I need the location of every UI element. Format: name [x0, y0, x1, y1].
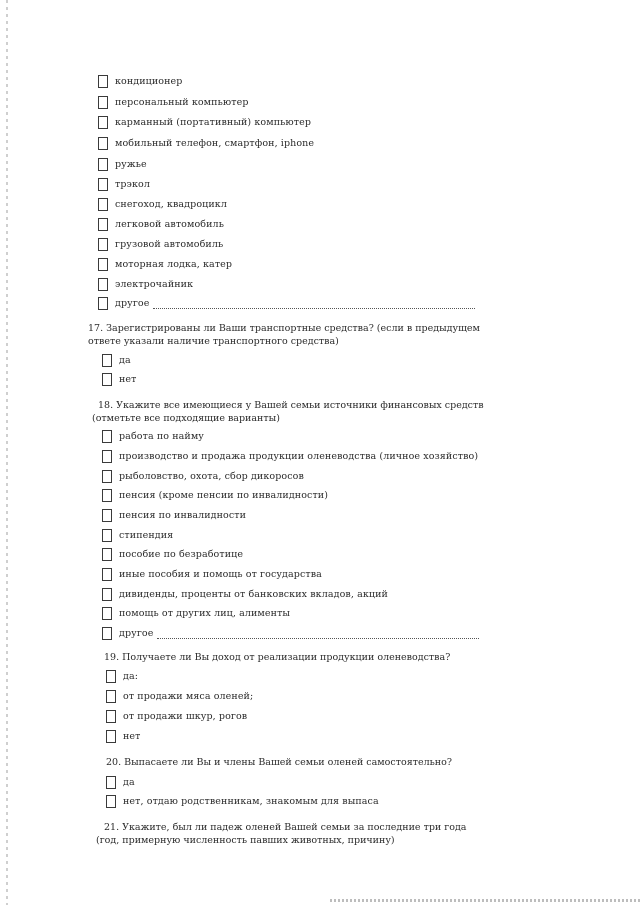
option-label: производство и продажа продукции оленеводства (личное хозяйство)	[119, 450, 479, 462]
option-label: моторная лодка, катер	[115, 258, 233, 270]
checkbox[interactable]	[98, 238, 108, 251]
option-row[interactable]	[106, 727, 141, 745]
checkbox[interactable]	[102, 489, 112, 502]
option-label: от продажи шкур, рогов	[123, 710, 248, 722]
question-17-text-cont: ответе указали наличие транспортного средства)	[88, 336, 339, 347]
option-row[interactable]	[102, 486, 328, 504]
write-in-line[interactable]	[157, 628, 479, 639]
checkbox[interactable]	[98, 178, 108, 191]
option-label: трэкол	[115, 178, 150, 190]
checkbox[interactable]	[102, 470, 112, 483]
option-row[interactable]	[102, 351, 131, 369]
checkbox[interactable]	[106, 690, 116, 703]
question-20-text: 20. Выпасаете ли Вы и члены Вашей семьи оленей самостоятельно?	[106, 757, 452, 768]
checkbox[interactable]	[102, 548, 112, 561]
option-row[interactable]	[102, 447, 478, 465]
checkbox[interactable]	[102, 627, 112, 640]
checkbox[interactable]	[106, 730, 116, 743]
checkbox[interactable]	[98, 278, 108, 291]
checkbox[interactable]	[102, 568, 112, 581]
option-label: электрочайник	[115, 278, 194, 290]
option-row[interactable]	[102, 506, 246, 524]
question-21-text: 21. Укажите, был ли падеж оленей Вашей семьи за последние три года	[104, 822, 467, 833]
checkbox[interactable]	[98, 297, 108, 310]
option-label: пособие по безработице	[119, 548, 244, 560]
question-21-text-cont: (год, примерную численность павших животных, причину)	[96, 835, 395, 846]
option-row[interactable]	[102, 370, 137, 388]
option-label: мобильный телефон, смартфон, iphone	[115, 137, 315, 149]
checkbox[interactable]	[98, 158, 108, 171]
option-row[interactable]	[98, 175, 150, 193]
checkbox[interactable]	[102, 607, 112, 620]
option-row[interactable]	[102, 526, 173, 544]
option-row[interactable]	[98, 255, 232, 273]
option-row[interactable]	[106, 687, 253, 705]
option-label: да	[119, 354, 131, 366]
checkbox[interactable]	[98, 116, 108, 129]
checkbox[interactable]	[98, 137, 108, 150]
option-label: ружье	[115, 158, 147, 170]
option-label: иные пособия и помощь от государства	[119, 568, 322, 580]
option-label: нет, отдаю родственникам, знакомым для выпаса	[123, 795, 379, 807]
checkbox[interactable]	[98, 258, 108, 271]
option-row[interactable]	[98, 72, 182, 90]
option-row[interactable]	[102, 585, 388, 603]
checkbox[interactable]	[102, 450, 112, 463]
option-row[interactable]	[98, 235, 223, 253]
option-row-other[interactable]	[102, 624, 479, 642]
option-label: грузовой автомобиль	[115, 238, 224, 250]
option-row[interactable]	[102, 467, 304, 485]
option-label: да	[123, 776, 135, 788]
option-row[interactable]	[106, 707, 247, 725]
question-17-text: 17. Зарегистрированы ли Ваши транспортные средства? (если в предыдущем	[88, 323, 480, 334]
option-row[interactable]	[98, 113, 311, 131]
checkbox[interactable]	[102, 354, 112, 367]
option-label: работа по найму	[119, 430, 205, 442]
option-label: от продажи мяса оленей;	[123, 690, 254, 702]
option-row[interactable]	[102, 545, 243, 563]
option-label: персональный компьютер	[115, 96, 249, 108]
option-label: нет	[119, 373, 137, 385]
option-row[interactable]	[98, 195, 227, 213]
option-row[interactable]	[98, 93, 249, 111]
scan-bottom-edge	[330, 899, 640, 902]
option-label: стипендия	[119, 529, 174, 541]
option-row[interactable]	[98, 215, 224, 233]
question-19-text: 19. Получаете ли Вы доход от реализации продукции оленеводства?	[104, 652, 451, 663]
option-row-other[interactable]	[98, 294, 475, 312]
checkbox[interactable]	[102, 373, 112, 386]
checkbox[interactable]	[102, 588, 112, 601]
checkbox[interactable]	[102, 529, 112, 542]
option-label: нет	[123, 730, 141, 742]
option-row[interactable]	[98, 134, 314, 152]
option-label: дивиденды, проценты от банковских вкладов, акций	[119, 588, 388, 600]
option-row[interactable]	[106, 792, 379, 810]
checkbox[interactable]	[98, 75, 108, 88]
option-label: карманный (портативный) компьютер	[115, 116, 312, 128]
option-label: рыболовство, охота, сбор дикоросов	[119, 470, 304, 482]
question-18-text: 18. Укажите все имеющиеся у Вашей семьи источники финансовых средств	[98, 400, 484, 411]
option-label: легковой автомобиль	[115, 218, 224, 230]
checkbox[interactable]	[106, 670, 116, 683]
option-label: помощь от других лиц, алименты	[119, 607, 291, 619]
checkbox[interactable]	[106, 776, 116, 789]
checkbox[interactable]	[98, 198, 108, 211]
option-label: другое	[119, 627, 154, 639]
checkbox[interactable]	[98, 96, 108, 109]
option-row[interactable]	[102, 565, 322, 583]
checkbox[interactable]	[98, 218, 108, 231]
option-label: кондиционер	[115, 75, 183, 87]
option-row[interactable]	[102, 604, 290, 622]
option-row[interactable]	[106, 773, 135, 791]
option-label: снегоход, квадроцикл	[115, 198, 227, 210]
question-18-text-cont: (отметьте все подходящие варианты)	[92, 413, 280, 424]
option-row[interactable]	[98, 155, 147, 173]
checkbox[interactable]	[102, 430, 112, 443]
option-row[interactable]	[98, 275, 193, 293]
option-row[interactable]	[106, 667, 138, 685]
scan-left-edge	[6, 0, 8, 905]
checkbox[interactable]	[102, 509, 112, 522]
option-label: да:	[123, 670, 139, 682]
option-row[interactable]	[102, 427, 204, 445]
write-in-line[interactable]	[153, 298, 475, 309]
checkbox[interactable]	[106, 710, 116, 723]
option-label: другое	[115, 297, 150, 309]
option-label: пенсия по инвалидности	[119, 509, 247, 521]
checkbox[interactable]	[106, 795, 116, 808]
option-label: пенсия (кроме пенсии по инвалидности)	[119, 489, 329, 501]
